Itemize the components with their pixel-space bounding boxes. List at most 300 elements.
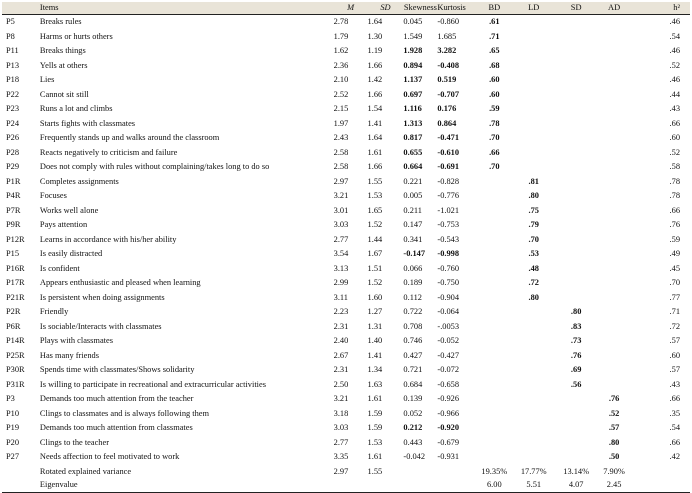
row-code: P2R (6, 307, 21, 316)
row-loading-bd (477, 204, 511, 219)
table-row (2, 276, 690, 291)
row-item: Reacts negatively to criticism and failure (39, 147, 178, 157)
row-item: Spends time with classmates/Shows solidarity (39, 365, 195, 374)
row-skewness (403, 160, 437, 175)
row-kurtosis (437, 421, 477, 436)
row-kurtosis: -0.966 (437, 408, 460, 418)
row-sd: 1.52 (367, 278, 383, 287)
row-sd: 1.30 (367, 31, 383, 41)
row-sd: 1.66 (367, 89, 383, 99)
row-mean: 2.78 (333, 17, 349, 26)
row-loading-ld (511, 392, 556, 407)
row-sd: 1.19 (367, 46, 383, 55)
row-loading-sd (556, 305, 596, 320)
row-loading-ad (596, 15, 632, 30)
row-kurtosis-value: -0.691 (437, 162, 460, 171)
row-loading-sd (556, 146, 596, 161)
row-communality: .60 (669, 133, 680, 142)
table-row (2, 204, 690, 219)
table-row (2, 421, 690, 436)
row-skewness: 0.112 (403, 292, 422, 302)
row-loading-ld (511, 450, 556, 465)
row-loading-ad (596, 30, 632, 45)
row-kurtosis (437, 160, 477, 175)
row-loading-sd (556, 247, 596, 262)
table-row (2, 117, 690, 132)
row-code: P13 (6, 60, 20, 70)
row-loading-sd (556, 262, 596, 277)
row-code: P11 (6, 46, 19, 55)
row-loading-sd (556, 436, 596, 451)
row-item: Is persistent when doing assignments (39, 292, 165, 302)
row-sd: 1.61 (367, 147, 383, 157)
row-mean: 2.58 (333, 147, 349, 157)
row-kurtosis: -0.753 (437, 220, 460, 229)
table-row (2, 30, 690, 45)
row-item: Cannot sit still (39, 89, 89, 99)
row-code: P8 (6, 31, 15, 41)
row-loading-bd (477, 233, 511, 248)
row-kurtosis-value: -0.408 (437, 60, 460, 70)
row-loading-sd (556, 160, 596, 175)
row-loading-ld (511, 102, 556, 117)
row-loading-bd (477, 378, 511, 393)
row-loading-ld (511, 233, 556, 248)
row-item: Clings to the teacher (39, 437, 109, 447)
row-loading-ad (596, 349, 632, 364)
row-loading-bd (477, 189, 511, 204)
row-loading-bd (477, 334, 511, 349)
row-skewness-value: -0.147 (403, 249, 426, 258)
row-loading-sd (556, 218, 596, 233)
row-loading-bd-value: .71 (489, 31, 500, 41)
row-loading-ld (511, 378, 556, 393)
row-kurtosis-value: 3.282 (437, 46, 457, 55)
table-row (2, 378, 690, 393)
row-item: Demands too much attention from classmates (39, 423, 193, 432)
row-loading-ld-value: .81 (528, 176, 539, 186)
row-communality: .66 (669, 437, 680, 447)
row-loading-ld-value: .53 (528, 249, 539, 258)
row-loading-ld-value: .48 (528, 263, 539, 273)
row-loading-bd (477, 30, 511, 45)
row-sd: 1.63 (367, 379, 383, 389)
row-communality: .66 (669, 205, 680, 215)
row-skewness-value: 0.817 (403, 133, 423, 142)
row-loading-bd (477, 88, 511, 103)
row-loading-ad (596, 233, 632, 248)
row-loading-ld-value: .80 (528, 292, 539, 302)
row-loading-sd (556, 320, 596, 335)
row-mean: 2.50 (333, 379, 349, 389)
row-skewness: 0.139 (403, 394, 423, 403)
row-skewness-value: 1.116 (403, 104, 422, 113)
row-loading-ad (596, 73, 632, 88)
row-loading-ad (596, 305, 632, 320)
footer-bd: 19.35% (481, 466, 508, 476)
row-communality: .66 (669, 118, 680, 128)
row-loading-sd (556, 44, 596, 59)
row-item: Is confident (39, 263, 80, 273)
row-code: P16R (6, 263, 25, 273)
row-kurtosis (437, 73, 477, 88)
row-sd: 1.61 (367, 394, 383, 403)
row-skewness (403, 44, 437, 59)
row-item: Lies (39, 75, 55, 84)
header-ad: AD (596, 2, 632, 15)
row-kurtosis: -0.760 (437, 263, 460, 273)
row-sd: 1.41 (367, 118, 383, 128)
row-item: Completes assignments (39, 176, 119, 186)
row-code: P31R (6, 379, 25, 389)
row-skewness: 0.052 (403, 408, 423, 418)
row-sd: 1.44 (367, 234, 383, 244)
row-sd: 1.64 (367, 133, 383, 142)
row-loading-bd (477, 131, 511, 146)
row-code: P21R (6, 292, 25, 302)
row-mean: 2.40 (333, 336, 349, 345)
row-loading-sd (556, 59, 596, 74)
row-kurtosis: -1.021 (437, 205, 460, 215)
row-loading-ld (511, 407, 556, 422)
row-loading-ad-value: .52 (608, 408, 620, 418)
row-loading-ad (596, 59, 632, 74)
row-mean: 2.15 (333, 104, 349, 113)
row-skewness (403, 59, 437, 74)
row-loading-sd (556, 349, 596, 364)
row-kurtosis: -0.904 (437, 292, 460, 302)
row-mean: 2.31 (333, 321, 349, 331)
header-sd: SD (368, 2, 404, 15)
row-loading-bd (477, 247, 511, 262)
row-skewness: 0.708 (403, 321, 423, 331)
row-code: P30R (6, 365, 25, 374)
row-loading-bd (477, 276, 511, 291)
row-skewness: 0.005 (403, 191, 423, 200)
row-item: Focuses (39, 191, 67, 200)
row-loading-sd (556, 450, 596, 465)
row-skewness-value: 0.212 (403, 423, 423, 432)
row-mean: 2.67 (333, 350, 349, 360)
row-skewness: 0.211 (403, 205, 422, 215)
row-code: P26 (6, 133, 20, 142)
row-loading-ld-value: .79 (528, 220, 539, 229)
row-loading-ad (596, 421, 632, 436)
row-loading-ld-value: .75 (528, 205, 539, 215)
row-kurtosis: 1.685 (437, 31, 457, 41)
row-loading-ld (511, 334, 556, 349)
row-loading-bd (477, 175, 511, 190)
row-loading-bd-value: .66 (489, 147, 500, 157)
row-loading-sd (556, 175, 596, 190)
row-loading-ld (511, 73, 556, 88)
row-kurtosis-value: 0.176 (437, 104, 457, 113)
row-sd: 1.27 (367, 307, 383, 316)
table-row (2, 146, 690, 161)
row-loading-ld (511, 421, 556, 436)
row-mean: 3.11 (333, 292, 348, 302)
row-kurtosis-value: 0.519 (437, 75, 457, 84)
row-kurtosis (437, 88, 477, 103)
row-loading-ld-value: .80 (528, 191, 539, 200)
row-communality: .58 (669, 162, 680, 171)
footer-sd-factor: 4.07 (568, 480, 584, 489)
row-item: Friendly (39, 307, 69, 316)
row-skewness-value: 0.697 (403, 89, 423, 99)
table-row (2, 189, 690, 204)
row-mean: 2.23 (333, 307, 349, 316)
row-sd: 1.66 (367, 60, 383, 70)
row-loading-ad (596, 334, 632, 349)
row-skewness: 0.443 (403, 437, 423, 447)
row-mean: 1.79 (333, 31, 349, 41)
row-loading-ld (511, 276, 556, 291)
row-sd: 1.60 (367, 292, 383, 302)
row-code: P12R (6, 234, 25, 244)
row-sd: 1.42 (367, 75, 383, 84)
footer-ld: 5.51 (526, 480, 542, 489)
header-bd: BD (477, 2, 511, 15)
row-loading-ad (596, 276, 632, 291)
row-loading-bd (477, 102, 511, 117)
row-loading-sd-value: .56 (570, 379, 582, 389)
row-loading-ld (511, 146, 556, 161)
row-code: P10 (6, 408, 20, 418)
row-mean: 3.18 (333, 408, 349, 418)
row-code: P25R (6, 350, 25, 360)
row-kurtosis (437, 117, 477, 132)
row-loading-sd (556, 407, 596, 422)
row-loading-bd-value: .68 (489, 60, 500, 70)
row-skewness: 0.189 (403, 278, 423, 287)
row-kurtosis (437, 102, 477, 117)
row-loading-bd (477, 436, 511, 451)
row-loading-ad-value: .76 (608, 394, 620, 403)
table-row (2, 160, 690, 175)
row-sd: 1.41 (367, 350, 383, 360)
row-code: P29 (6, 162, 20, 171)
row-item: Does not comply with rules without complaining/takes long to do so (39, 162, 270, 171)
header-items: Items (40, 2, 334, 15)
row-item: Learns in accordance with his/her ability (39, 234, 177, 244)
row-item: Works well alone (39, 205, 99, 215)
row-sd: 1.59 (367, 408, 383, 418)
row-item: Demands too much attention from the teacher (39, 394, 194, 403)
row-mean: 2.52 (333, 89, 349, 99)
row-skewness: 0.427 (403, 350, 423, 360)
row-kurtosis: -0.064 (437, 307, 460, 316)
header-code (2, 2, 40, 15)
row-communality: .54 (669, 31, 680, 41)
row-kurtosis: -0.543 (437, 234, 460, 244)
row-loading-ld (511, 262, 556, 277)
row-communality: .78 (669, 191, 680, 200)
footer-bd: 6.00 (486, 480, 502, 489)
row-loading-ld (511, 59, 556, 74)
row-loading-ad-value: .57 (608, 423, 620, 432)
row-loading-bd-value: .78 (489, 118, 500, 128)
row-loading-sd (556, 15, 596, 30)
row-loading-bd (477, 450, 511, 465)
header-mean: M (334, 2, 368, 15)
row-code: P28 (6, 147, 20, 157)
row-loading-bd (477, 363, 511, 378)
row-loading-ld (511, 15, 556, 30)
row-loading-ad (596, 450, 632, 465)
row-loading-ld (511, 189, 556, 204)
row-loading-ad (596, 189, 632, 204)
row-mean: 2.77 (333, 234, 349, 244)
row-skewness-value: 1.928 (403, 46, 423, 55)
row-communality: .46 (669, 75, 680, 84)
row-item: Runs a lot and climbs (39, 104, 113, 113)
header-sd-factor: SD (556, 2, 596, 15)
row-communality: .43 (669, 104, 680, 113)
row-item: Pays attention (39, 220, 88, 229)
table-row (2, 407, 690, 422)
header-skewness: Skewness (403, 2, 437, 15)
row-loading-ld (511, 247, 556, 262)
row-kurtosis: -0.658 (437, 379, 460, 389)
row-loading-ld (511, 30, 556, 45)
row-kurtosis (437, 59, 477, 74)
row-item: Clings to classmates and is always following them (39, 408, 210, 418)
row-sd: 1.34 (367, 365, 383, 374)
row-mean: 3.21 (333, 191, 349, 200)
row-skewness: 0.045 (403, 17, 423, 26)
row-item: Starts fights with classmates (39, 118, 136, 128)
row-skewness (403, 247, 437, 262)
row-loading-bd (477, 392, 511, 407)
row-kurtosis: -0.679 (437, 437, 460, 447)
row-code: P1R (6, 176, 21, 186)
row-loading-sd (556, 334, 596, 349)
table-row (2, 334, 690, 349)
row-communality: .76 (669, 220, 680, 229)
row-loading-ld (511, 218, 556, 233)
footer-empty (403, 465, 437, 479)
row-skewness-value: 0.664 (403, 162, 423, 171)
row-mean: 1.97 (333, 118, 349, 128)
row-code: P20 (6, 437, 20, 447)
row-communality: .77 (669, 292, 680, 302)
row-skewness: 0.722 (403, 307, 423, 316)
row-item: Has many friends (39, 350, 99, 360)
row-kurtosis-value: -0.610 (437, 147, 460, 157)
header-communality: h² (632, 2, 690, 15)
row-communality: .42 (669, 452, 680, 461)
row-loading-ld (511, 160, 556, 175)
row-mean: 3.03 (333, 423, 349, 432)
row-item: Is willing to participate in recreational and extracurricular activities (39, 379, 266, 389)
row-loading-bd-value: .70 (489, 162, 500, 171)
table-row (2, 218, 690, 233)
row-kurtosis-value: 0.864 (437, 118, 457, 128)
row-code: P23 (6, 104, 20, 113)
table-row (2, 233, 690, 248)
row-communality: .52 (669, 60, 680, 70)
row-communality: .43 (669, 379, 680, 389)
row-item: Breaks things (39, 46, 86, 55)
header-ld: LD (511, 2, 556, 15)
row-loading-sd (556, 421, 596, 436)
row-loading-ad (596, 160, 632, 175)
row-loading-ad (596, 175, 632, 190)
row-item: Is sociable/Interacts with classmates (39, 321, 162, 331)
row-loading-ad (596, 204, 632, 219)
row-sd: 1.64 (367, 17, 383, 26)
row-mean: 2.99 (333, 278, 349, 287)
row-loading-bd (477, 320, 511, 335)
row-loading-sd (556, 30, 596, 45)
footer-sd-factor: 13.14% (563, 466, 590, 476)
row-kurtosis-value: -0.471 (437, 133, 460, 142)
header-row (2, 2, 690, 15)
footer-label: Rotated explained variance (39, 466, 132, 476)
table-row (2, 131, 690, 146)
row-loading-ld-value: .72 (528, 278, 539, 287)
table-row (2, 349, 690, 364)
row-code: P24 (6, 118, 20, 128)
footer-empty (632, 465, 690, 479)
row-sd: 1.40 (367, 336, 383, 345)
row-communality: .35 (669, 408, 680, 418)
row-mean: 3.01 (333, 205, 349, 215)
row-skewness-value: 1.313 (403, 118, 423, 128)
row-loading-bd-value: .70 (489, 133, 500, 142)
row-loading-ld (511, 436, 556, 451)
row-skewness-value: 0.655 (403, 147, 423, 157)
footer-empty (437, 465, 477, 479)
row-communality: .46 (669, 46, 680, 55)
footer-label: Eigenvalue (39, 480, 78, 489)
row-loading-sd (556, 204, 596, 219)
footer-mean: 2.97 (333, 466, 349, 476)
row-loading-bd (477, 262, 511, 277)
row-loading-ld (511, 204, 556, 219)
row-communality: .57 (669, 365, 680, 374)
row-loading-bd (477, 291, 511, 306)
footer-ad: 2.45 (606, 480, 622, 489)
row-sd: 1.59 (367, 423, 383, 432)
row-communality: .70 (669, 278, 680, 287)
row-kurtosis-value: -0.920 (437, 423, 460, 432)
row-loading-ld (511, 320, 556, 335)
row-kurtosis: -0.072 (437, 365, 460, 374)
row-loading-ad (596, 378, 632, 393)
row-skewness: 0.341 (403, 234, 423, 244)
row-sd: 1.61 (367, 452, 383, 461)
row-skewness (403, 146, 437, 161)
row-communality: .78 (669, 176, 680, 186)
row-loading-ad (596, 102, 632, 117)
row-kurtosis: -0.828 (437, 176, 460, 186)
row-loading-sd (556, 291, 596, 306)
row-skewness (403, 102, 437, 117)
table-row (2, 15, 690, 30)
row-loading-sd (556, 233, 596, 248)
row-loading-ad (596, 320, 632, 335)
row-loading-ad-value: .80 (608, 437, 620, 447)
row-loading-ld (511, 88, 556, 103)
row-loading-bd (477, 305, 511, 320)
table-row (2, 247, 690, 262)
row-loading-ld (511, 291, 556, 306)
row-mean: 1.62 (333, 46, 349, 55)
row-mean: 3.13 (333, 263, 349, 273)
row-mean: 2.43 (333, 133, 349, 142)
row-loading-ad (596, 131, 632, 146)
